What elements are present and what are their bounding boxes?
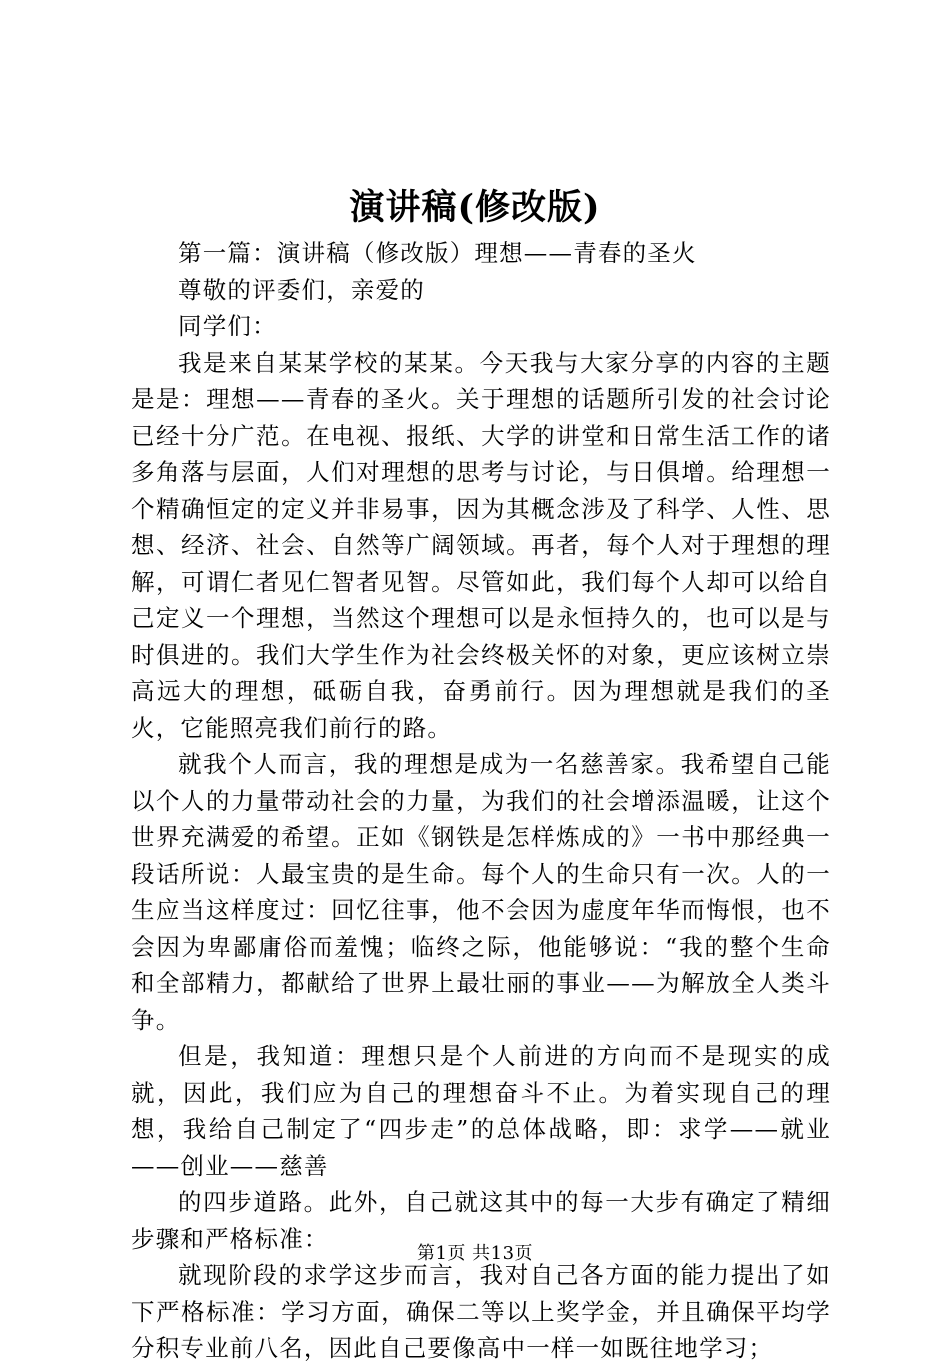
- document-body: [131, 235, 831, 1367]
- body-paragraph: 就现阶段的求学这步而言，我对自己各方面的能力提出了如下严格标准：学习方面，确保二等以上奖学金，并且确保平均学分积专业前八名，因此自己要像高中一样一如既往地学习；: [131, 1261, 831, 1362]
- section-heading: 第一篇：演讲稿（修改版）理想——青春的圣火: [178, 239, 697, 267]
- body-paragraph: 我是来自某某学校的某某。今天我与大家分享的内容的主题是是：理想——青春的圣火。关于理想的话题所引发的社会讨论已经十分广范。在电视、报纸、大学的讲堂和日常生活工作的诸多角落与层面，人们对理想的思考与讨论，与日俱增。给理想一个精确恒定的定义并非易事，因为其概念涉及了科学、人性、思想、经济、社会、自然等广阔领域。再者，每个人对于理想的理解，可谓仁者见仁智者见智。尽管如此，我们每个人却可以给自己定义一个理想，当然这个理想可以是永恒持久的，也可以是与时俱进的。我们大学生作为社会终极关怀的对象，更应该树立崇高远大的理想，砥砺自我，奋勇前行。因为理想就是我们的圣火，它能照亮我们前行的路。: [131, 348, 831, 742]
- document-title: 演讲稿(修改版): [349, 187, 601, 228]
- body-paragraph: 的四步道路。此外，自己就这其中的每一大步有确定了精细步骤和严格标准：: [131, 1188, 831, 1253]
- body-paragraph: 但是，我知道：理想只是个人前进的方向而不是现实的成就，因此，我们应为自己的理想奋斗不止。为着实现自己的理想，我给自己制定了“四步走”的总体战略，即：求学——就业——创业——慈善: [131, 1042, 831, 1180]
- body-paragraph: 就我个人而言，我的理想是成为一名慈善家。我希望自己能以个人的力量带动社会的力量，为我们的社会增添温暖，让这个世界充满爱的希望。正如《钢铁是怎样炼成的》一书中那经典一段话所说：人最宝贵的是生命。每个人的生命只有一次。人的一生应当这样度过：回忆往事，他不会因为虚度年华而悔恨，也不会因为卑鄙庸俗而羞愧；临终之际，他能够说：“我的整个生命和全部精力，都献给了世界上最壮丽的事业——为解放全人类斗争。: [131, 750, 831, 1034]
- salutation-line: 尊敬的评委们，亲爱的: [178, 275, 425, 304]
- page-number-footer: 第1页 共13页: [416, 1243, 534, 1264]
- salutation-line: 同学们：: [178, 312, 277, 340]
